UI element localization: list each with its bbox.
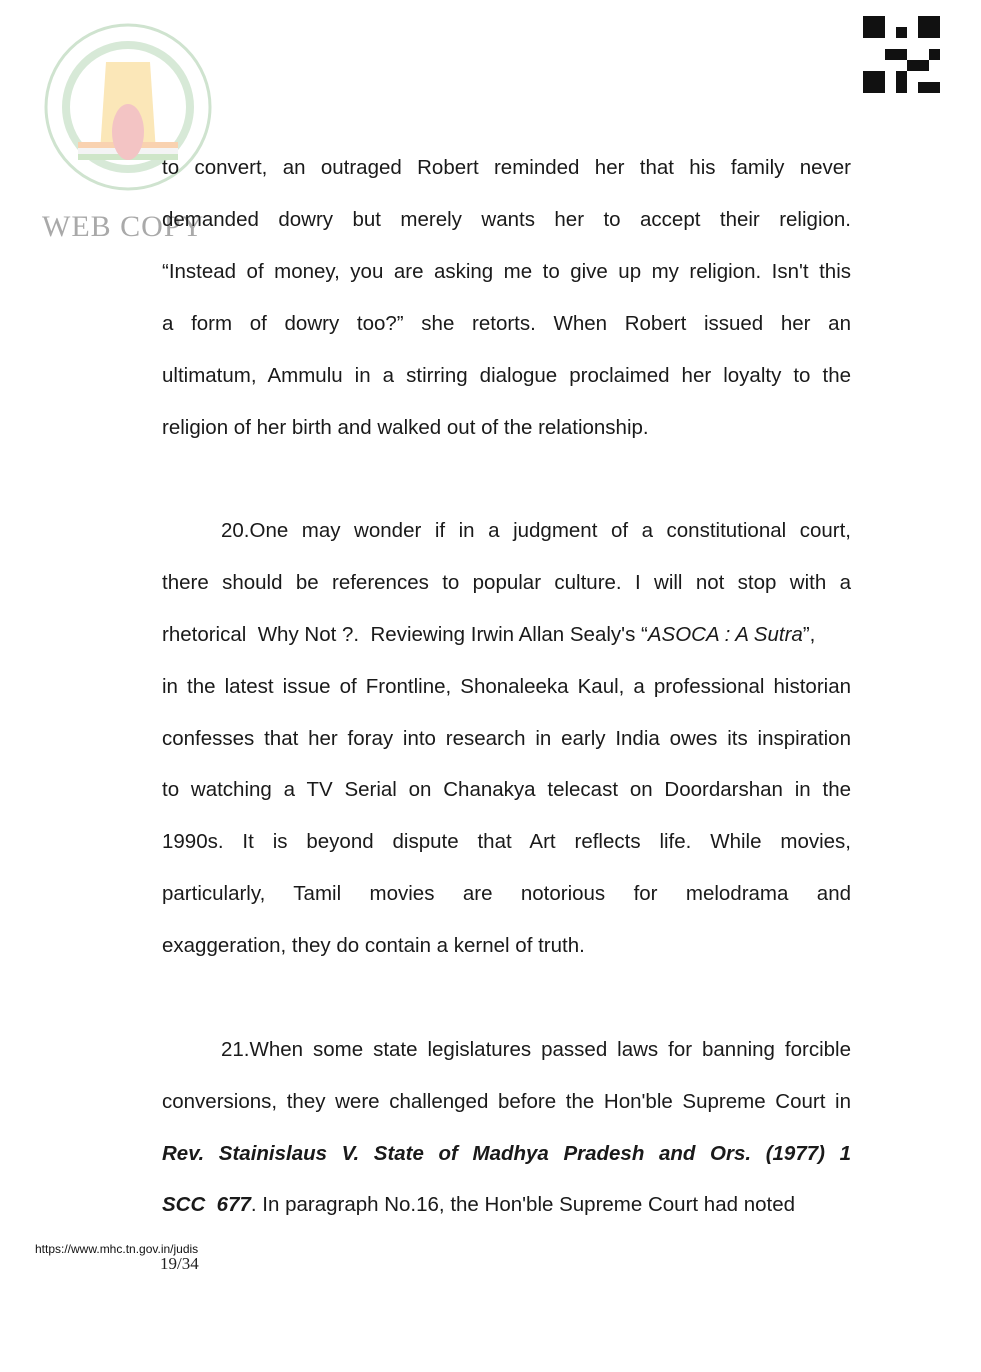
- text-span: . In paragraph No.16, the Hon'ble Supreme Court had noted: [250, 1193, 795, 1216]
- text-line: to convert, an outraged Robert reminded her that his family never: [162, 156, 851, 179]
- text-line: conversions, they were challenged before the Hon'ble Supreme Court in: [162, 1090, 851, 1113]
- text-line: a form of dowry too?” she retorts. When Robert issued her an: [162, 312, 851, 335]
- text-line: ultimatum, Ammulu in a stirring dialogue proclaimed her loyalty to the: [162, 364, 851, 387]
- text-line: exaggeration, they do contain a kernel of truth.: [162, 934, 585, 957]
- paragraph-20-start: 20.One may wonder if in a judgment of a constitutional court,: [221, 519, 851, 542]
- web-copy-watermark: WEB COPY: [42, 210, 205, 243]
- text-line: to watching a TV Serial on Chanakya telecast on Doordarshan in the: [162, 778, 851, 801]
- text-line: there should be references to popular culture. I will not stop with a: [162, 571, 851, 594]
- footer-url: https://www.mhc.tn.gov.in/judis: [35, 1242, 199, 1256]
- case-citation: SCC 677: [162, 1193, 251, 1216]
- page-number: 19/34: [160, 1254, 199, 1273]
- text-span: rhetorical Why Not ?. Reviewing Irwin Allan Sealy's “: [162, 623, 648, 646]
- text-line: in the latest issue of Frontline, Shonaleeka Kaul, a professional historian: [162, 675, 851, 698]
- text-line: demanded dowry but merely wants her to accept their religion.: [162, 208, 851, 231]
- qr-code: [863, 16, 940, 93]
- text-span: ”,: [802, 623, 816, 646]
- paragraph-21-start: 21.When some state legislatures passed laws for banning forcible: [221, 1038, 851, 1061]
- text-line: particularly, Tamil movies are notorious for melodrama and: [162, 882, 851, 905]
- text-line: [162, 621, 851, 649]
- text-line: confesses that her foray into research in early India owes its inspiration: [162, 727, 851, 750]
- text-line: religion of her birth and walked out of the relationship.: [162, 416, 649, 439]
- book-title: ASOCA : A Sutra: [647, 623, 803, 646]
- text-line: [162, 1191, 851, 1219]
- text-line: “Instead of money, you are asking me to give up my religion. Isn't this: [162, 260, 851, 283]
- text-line: 1990s. It is beyond dispute that Art reflects life. While movies,: [162, 830, 851, 853]
- case-citation: Rev. Stainislaus V. State of Madhya Pradesh and Ors. (1977) 1: [162, 1142, 851, 1165]
